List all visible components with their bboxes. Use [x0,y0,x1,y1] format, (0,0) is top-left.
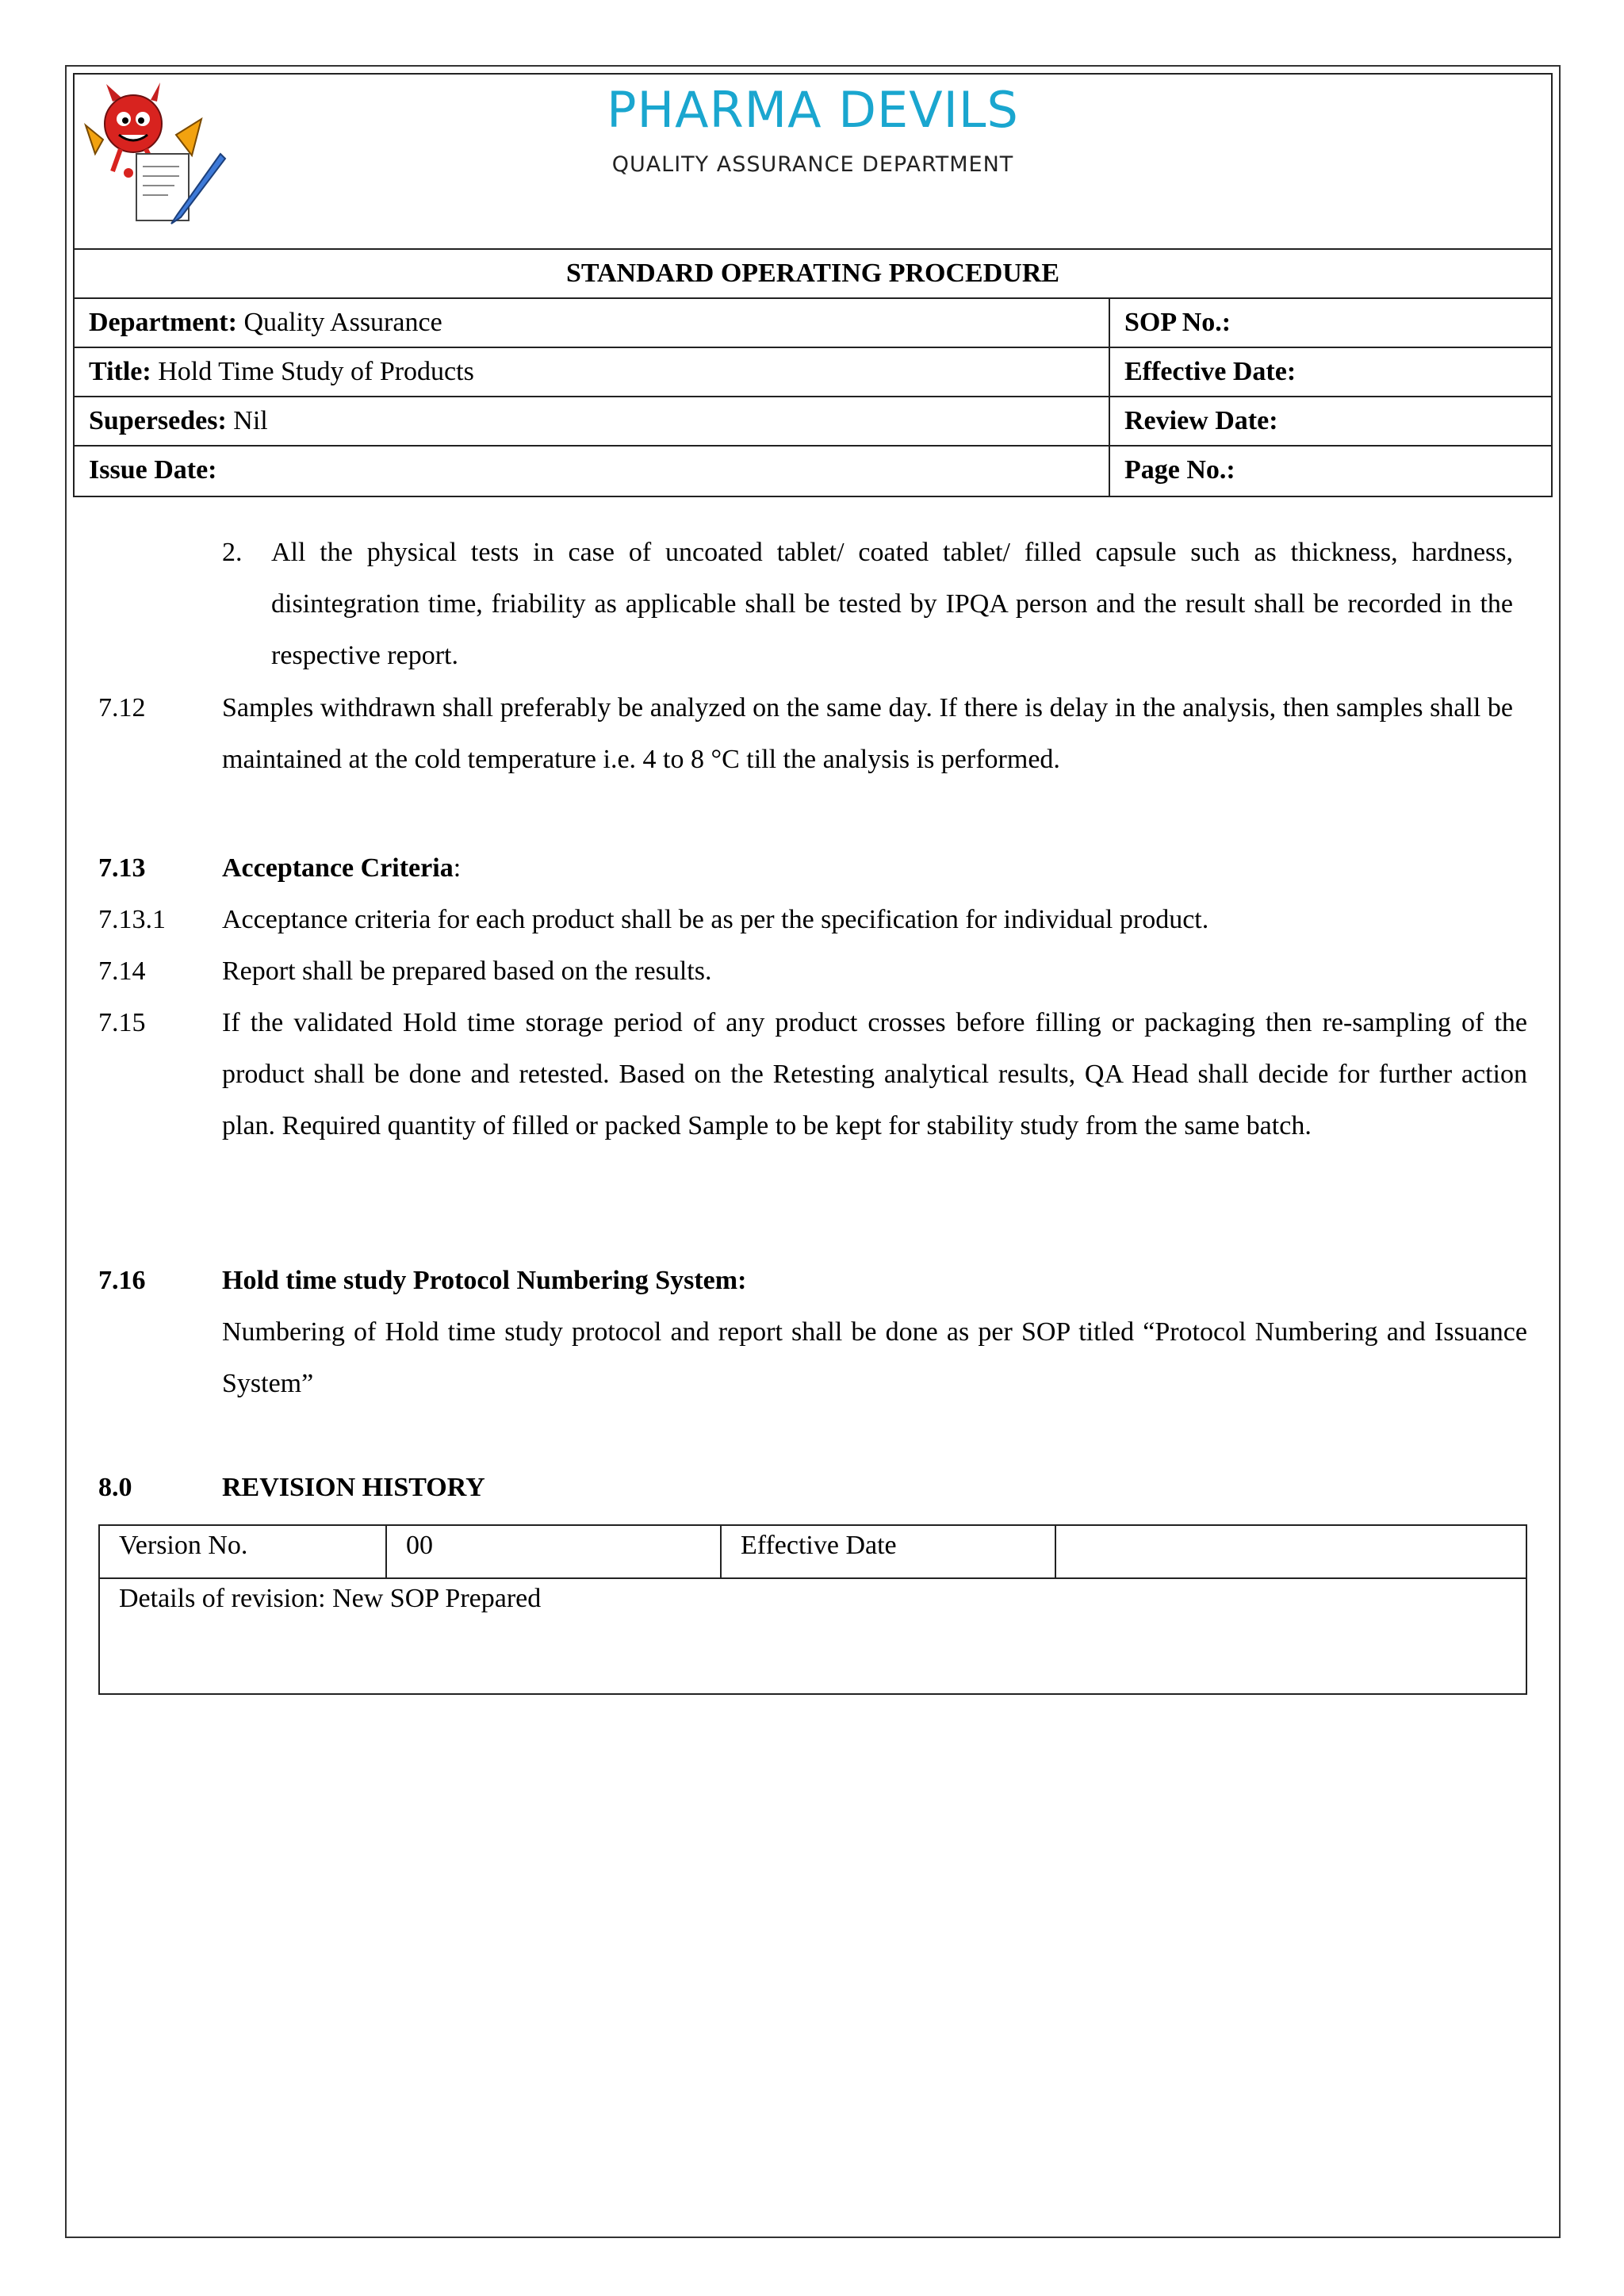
effective-date-value [1056,1526,1526,1577]
section-7-15-number: 7.15 [98,1008,146,1037]
logo-row [75,75,1551,250]
sop-heading: STANDARD OPERATING PROCEDURE [75,250,1551,299]
section-7-16-number: 7.16 [98,1266,146,1295]
title-label: Title: [89,357,151,386]
section-7-16-heading: Hold time study Protocol Numbering System: [222,1266,747,1295]
section-7-16-text: Numbering of Hold time study protocol and report shall be done as per SOP titled “Protocol Numbering and Issuance System” [222,1317,1527,1398]
section-7-13-heading: Acceptance Criteria [222,853,454,883]
meta-row-title [75,348,1551,397]
review-date-label: Review Date: [1124,406,1278,435]
effective-date-column-label: Effective Date [722,1526,1056,1577]
brand-name: PHARMA DEVILS [607,81,1019,139]
meta-row-department [75,299,1551,348]
version-value: 00 [387,1526,722,1577]
sop-header [73,73,1553,497]
section-8-number: 8.0 [98,1473,132,1502]
page-no-label: Page No.: [1124,455,1235,485]
section-7-13-heading-wrap [222,842,461,894]
department-value: Quality Assurance [243,308,442,337]
department-label: Department: [89,308,237,337]
section-7-13-colon: : [453,853,462,883]
revision-history-table [98,1524,1527,1695]
supersedes-label: Supersedes: [89,406,227,435]
section-7-14-number: 7.14 [98,956,146,986]
section-7-13-number: 7.13 [98,853,146,883]
section-7-12-number: 7.12 [98,693,146,723]
version-label: Version No. [100,1526,387,1577]
effective-date-label: Effective Date: [1124,357,1297,386]
section-8-heading: REVISION HISTORY [222,1473,485,1502]
sop-no-label: SOP No.: [1124,308,1231,337]
section-7-15-text: If the validated Hold time storage period of any product crosses before filling or packaging then re-sampling of the product shall be done and retested. Based on the Retesting analytical results, QA Head shall decide for further action plan. Required quantity of filled or packed Sample to be kept for stability study from the same batch. [222,1008,1527,1140]
title-value: Hold Time Study of Products [158,357,474,386]
section-7-14-text: Report shall be prepared based on the results. [222,956,712,986]
meta-row-supersedes [75,397,1551,447]
meta-row-issue [75,447,1551,496]
revision-table-row [100,1526,1526,1579]
section-7-12-text: Samples withdrawn shall preferably be analyzed on the same day. If there is delay in the analysis, then samples shall be maintained at the cold temperature i.e. 4 to 8 °C till the analysis is performed. [222,693,1513,774]
issue-date-label: Issue Date: [89,455,217,485]
item-2-text: All the physical tests in case of uncoated tablet/ coated tablet/ filled capsule such as thickness, hardness, disintegration time, friability as applicable shall be tested by IPQA person and the result shall be recorded in the respective report. [271,538,1513,670]
supersedes-value: Nil [233,406,268,435]
brand-department: QUALITY ASSURANCE DEPARTMENT [611,152,1014,177]
section-7-13-1-text: Acceptance criteria for each product shall be as per the specification for individual product. [222,905,1209,934]
section-7-13-1-number: 7.13.1 [98,905,166,934]
revision-details: Details of revision: New SOP Prepared [119,1584,542,1613]
item-2-number: 2. [222,538,243,567]
